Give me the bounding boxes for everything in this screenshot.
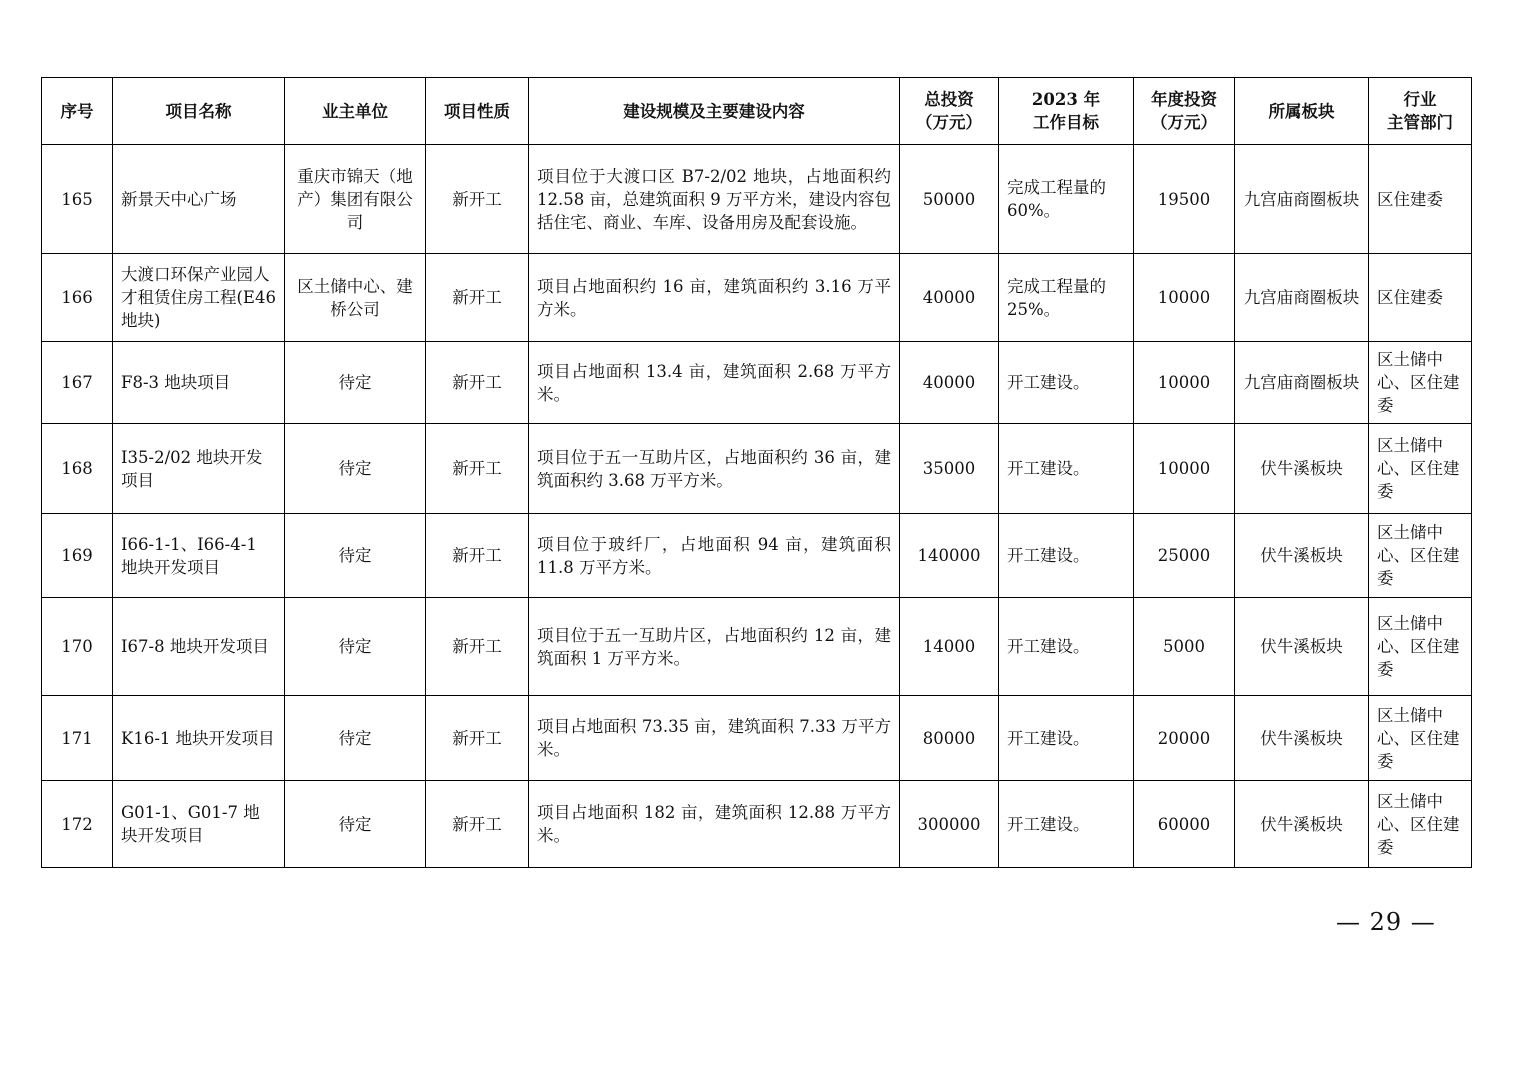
cell-annual-investment: 25000 (1134, 514, 1235, 598)
cell-goal: 开工建设。 (999, 781, 1134, 868)
header-row (42, 78, 1472, 145)
cell-total-investment: 35000 (900, 424, 999, 514)
cell-nature: 新开工 (426, 342, 529, 424)
cell-total-investment: 140000 (900, 514, 999, 598)
cell-no: 167 (42, 342, 113, 424)
cell-content: 项目位于玻纤厂，占地面积 94 亩，建筑面积 11.8 万平方米。 (529, 514, 900, 598)
cell-content: 项目占地面积约 16 亩，建筑面积约 3.16 万平方米。 (529, 254, 900, 342)
project-table (41, 77, 1472, 868)
cell-owner: 待定 (285, 696, 426, 781)
cell-sector: 伏牛溪板块 (1235, 696, 1369, 781)
header-nature: 项目性质 (426, 78, 529, 145)
cell-goal: 开工建设。 (999, 514, 1134, 598)
cell-sector: 九宫庙商圈板块 (1235, 145, 1369, 254)
cell-content: 项目占地面积 182 亩，建筑面积 12.88 万平方米。 (529, 781, 900, 868)
cell-goal: 完成工程量的 25%。 (999, 254, 1134, 342)
cell-annual-investment: 10000 (1134, 254, 1235, 342)
cell-sector: 伏牛溪板块 (1235, 598, 1369, 696)
cell-department: 区土储中心、区住建委 (1369, 424, 1472, 514)
cell-total-investment: 80000 (900, 696, 999, 781)
cell-annual-investment: 10000 (1134, 424, 1235, 514)
header-project-name: 项目名称 (113, 78, 285, 145)
cell-department: 区住建委 (1369, 145, 1472, 254)
header-owner: 业主单位 (285, 78, 426, 145)
cell-nature: 新开工 (426, 696, 529, 781)
cell-nature: 新开工 (426, 145, 529, 254)
cell-total-investment: 300000 (900, 781, 999, 868)
cell-no: 170 (42, 598, 113, 696)
cell-nature: 新开工 (426, 424, 529, 514)
cell-goal: 开工建设。 (999, 424, 1134, 514)
cell-goal: 完成工程量的 60%。 (999, 145, 1134, 254)
cell-annual-investment: 19500 (1134, 145, 1235, 254)
cell-owner: 区土储中心、建桥公司 (285, 254, 426, 342)
header-total-investment: 总投资 （万元） (900, 78, 999, 145)
cell-content: 项目占地面积 13.4 亩，建筑面积 2.68 万平方米。 (529, 342, 900, 424)
cell-project-name: 大渡口环保产业园人才租赁住房工程(E46 地块) (113, 254, 285, 342)
cell-no: 166 (42, 254, 113, 342)
cell-project-name: G01-1、G01-7 地块开发项目 (113, 781, 285, 868)
table-row (42, 514, 1472, 598)
cell-content: 项目位于大渡口区 B7-2/02 地块，占地面积约 12.58 亩，总建筑面积 9 万平方米，建设内容包括住宅、商业、车库、设备用房及配套设施。 (529, 145, 900, 254)
table-row (42, 781, 1472, 868)
cell-project-name: I66-1-1、I66-4-1 地块开发项目 (113, 514, 285, 598)
cell-owner: 待定 (285, 424, 426, 514)
cell-annual-investment: 60000 (1134, 781, 1235, 868)
cell-project-name: I35-2/02 地块开发项目 (113, 424, 285, 514)
header-goal: 2023 年 工作目标 (999, 78, 1134, 145)
cell-project-name: I67-8 地块开发项目 (113, 598, 285, 696)
cell-goal: 开工建设。 (999, 598, 1134, 696)
page-number: — 29 — (1336, 908, 1436, 936)
cell-no: 165 (42, 145, 113, 254)
table-row (42, 342, 1472, 424)
cell-total-investment: 40000 (900, 342, 999, 424)
cell-content: 项目位于五一互助片区，占地面积约 12 亩，建筑面积 1 万平方米。 (529, 598, 900, 696)
cell-no: 171 (42, 696, 113, 781)
cell-project-name: 新景天中心广场 (113, 145, 285, 254)
cell-content: 项目位于五一互助片区，占地面积约 36 亩，建筑面积约 3.68 万平方米。 (529, 424, 900, 514)
cell-no: 169 (42, 514, 113, 598)
header-sector: 所属板块 (1235, 78, 1369, 145)
table-row (42, 696, 1472, 781)
cell-sector: 伏牛溪板块 (1235, 514, 1369, 598)
cell-total-investment: 14000 (900, 598, 999, 696)
cell-annual-investment: 5000 (1134, 598, 1235, 696)
header-department: 行业 主管部门 (1369, 78, 1472, 145)
cell-nature: 新开工 (426, 598, 529, 696)
table-header (42, 78, 1472, 145)
cell-owner: 待定 (285, 342, 426, 424)
table-row (42, 254, 1472, 342)
cell-department: 区土储中心、区住建委 (1369, 514, 1472, 598)
cell-sector: 九宫庙商圈板块 (1235, 254, 1369, 342)
cell-no: 168 (42, 424, 113, 514)
cell-total-investment: 40000 (900, 254, 999, 342)
cell-goal: 开工建设。 (999, 342, 1134, 424)
cell-annual-investment: 20000 (1134, 696, 1235, 781)
cell-content: 项目占地面积 73.35 亩，建筑面积 7.33 万平方米。 (529, 696, 900, 781)
cell-department: 区土储中心、区住建委 (1369, 781, 1472, 868)
cell-nature: 新开工 (426, 514, 529, 598)
cell-department: 区土储中心、区住建委 (1369, 598, 1472, 696)
cell-no: 172 (42, 781, 113, 868)
cell-department: 区土储中心、区住建委 (1369, 342, 1472, 424)
cell-department: 区住建委 (1369, 254, 1472, 342)
header-content: 建设规模及主要建设内容 (529, 78, 900, 145)
cell-sector: 伏牛溪板块 (1235, 424, 1369, 514)
cell-nature: 新开工 (426, 254, 529, 342)
cell-owner: 待定 (285, 598, 426, 696)
cell-owner: 待定 (285, 781, 426, 868)
cell-annual-investment: 10000 (1134, 342, 1235, 424)
header-annual-investment: 年度投资 （万元） (1134, 78, 1235, 145)
cell-project-name: K16-1 地块开发项目 (113, 696, 285, 781)
cell-total-investment: 50000 (900, 145, 999, 254)
table-body (42, 145, 1472, 868)
cell-project-name: F8-3 地块项目 (113, 342, 285, 424)
cell-sector: 九宫庙商圈板块 (1235, 342, 1369, 424)
cell-owner: 待定 (285, 514, 426, 598)
cell-owner: 重庆市锦天（地产）集团有限公司 (285, 145, 426, 254)
cell-nature: 新开工 (426, 781, 529, 868)
cell-goal: 开工建设。 (999, 696, 1134, 781)
cell-department: 区土储中心、区住建委 (1369, 696, 1472, 781)
table-row (42, 145, 1472, 254)
table-row (42, 598, 1472, 696)
header-no: 序号 (42, 78, 113, 145)
table-row (42, 424, 1472, 514)
cell-sector: 伏牛溪板块 (1235, 781, 1369, 868)
